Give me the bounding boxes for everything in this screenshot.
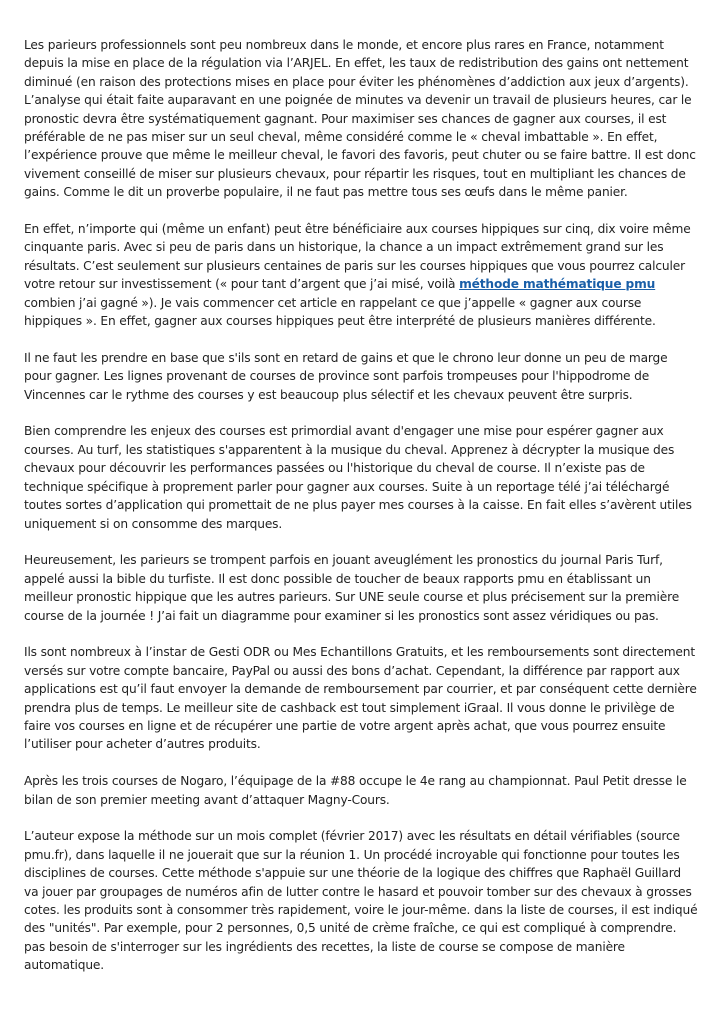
paragraph-8: L’auteur expose la méthode sur un mois complet (février 2017) avec les résultats en détail vérifiables (source pmu.fr), dans laquelle il ne jouerait que sur la réunion 1. Un procédé incroyable qui fonctionne pour toutes les disciplines de courses. Cette méthode s'appuie sur une théorie de la logique des chiffres que Raphaël Guillard va jouer par groupages de numéros afin de lutter contre le hasard et pouvoir tomber sur des chevaux à grosses cotes. les produits sont à consommer très rapidement, voire le jour-même. dans la liste de courses, il est indiqué des "unités". Par exemple, pour 2 personnes, 0,5 unité de crème fraîche, ce qui est compliqué à comprendre. pas besoin de s'interroger sur les ingrédients des recettes, la liste de course se compose de manière automatique. bbox=[24, 829, 698, 973]
paragraph-4: Bien comprendre les enjeux des courses est primordial avant d'engager une mise pour espérer gagner aux courses. Au turf, les statistiques s'apparentent à la musique du cheval. Apprenez à décrypter la musique des chevaux pour découvrir les performances passées ou l'historique du cheval de course. Il n’existe pas de technique spécifique à proprement parler pour gagner aux courses. Suite à un reportage télé j’ai téléchargé toutes sortes d’application qui promettait de ne plus payer mes courses à la caisse. En fait elles s’avèrent utiles uniquement si on consomme des marques. bbox=[24, 424, 692, 531]
paragraph-7: Après les trois courses de Nogaro, l’équipage de la #88 occupe le 4e rang au championnat. Paul Petit dresse le bilan de son premier meeting avant d’attaquer Magny-Cours. bbox=[24, 774, 687, 807]
paragraph-6: Ils sont nombreux à l’instar de Gesti ODR ou Mes Echantillons Gratuits, et les remboursements sont directement versés sur votre compte bancaire, PayPal ou aussi des bons d’achat. Cependant, la différence par rapport aux applications est qu’il faut envoyer la demande de remboursement par courrier, et par conséquent cette dernière prendra plus de temps. Le meilleur site de cashback est tout simplement iGraal. Il vous donne le privilège de faire vos courses en ligne et de récupérer une partie de votre argent après achat, que vous pourrez ensuite l’utiliser pour acheter d’autres produits. bbox=[24, 645, 697, 752]
paragraph-3: Il ne faut les prendre en base que s'ils sont en retard de gains et que le chrono leur donne un peu de marge pour gagner. Les lignes provenant de courses de province sont parfois trompeuses pour l'hippodrome de Vincennes car le rythme des courses y est beaucoup plus sélectif et les chevaux peuvent être surpris. bbox=[24, 350, 668, 402]
methode-mathematique-pmu-link[interactable]: méthode mathématique pmu bbox=[459, 277, 656, 292]
paragraph-2 bbox=[24, 220, 698, 330]
paragraph-1: Les parieurs professionnels sont peu nombreux dans le monde, et encore plus rares en France, notamment depuis la mise en place de la régulation via l’ARJEL. En effet, les taux de redistribution des gains ont nettement diminué (en raison des protections mises en place pour éviter les phénomènes d’addiction aux jeux d’argents). L’analyse qui était faite auparavant en une poignée de minutes va devenir un travail de plusieurs heures, car le pronostic devra être systématiquement gagnant. Pour maximiser ses chances de gagner aux courses, il est préférable de ne pas miser sur un seul cheval, même considéré comme le « cheval imbattable ». En effet, l’expérience prouve que même le meilleur cheval, le favori des favoris, peut chuter ou se faire battre. Il est donc vivement conseillé de miser sur plusieurs chevaux, pour répartir les risques, tout en multipliant les chances de gains. Comme le dit un proverbe populaire, il ne faut pas mettre tous ses œufs dans le même panier. bbox=[24, 38, 696, 200]
paragraph-2-text-before: En effet, n’importe qui (même un enfant) peut être bénéficiaire aux courses hippiques sur cinq, dix voire même cinquante paris. Avec si peu de paris dans un historique, la chance a un impact extrêmement grand sur les résultats. C’est seulement sur plusieurs centaines de paris sur les courses hippiques que vous pourrez calculer votre retour sur investissement (« pour tant d’argent que j’ai misé, voilà bbox=[24, 222, 691, 292]
paragraph-5: Heureusement, les parieurs se trompent parfois en jouant aveuglément les pronostics du journal Paris Turf, appelé aussi la bible du turfiste. Il est donc possible de toucher de beaux rapports pmu en établissant un meilleur pronostic hippique que les autres parieurs. Sur UNE seule course et plus précisement sur la première course de la journée ! J’ai fait un diagramme pour examiner si les pronostics sont assez véridiques ou pas. bbox=[24, 553, 680, 623]
paragraph-2-text-after: combien j’ai gagné »). Je vais commencer cet article en rappelant ce que j’appelle « gagner aux course hippiques ». En effet, gagner aux courses hippiques peut être interprété de plusieurs manières différente. bbox=[24, 295, 656, 329]
article-body bbox=[24, 36, 698, 993]
